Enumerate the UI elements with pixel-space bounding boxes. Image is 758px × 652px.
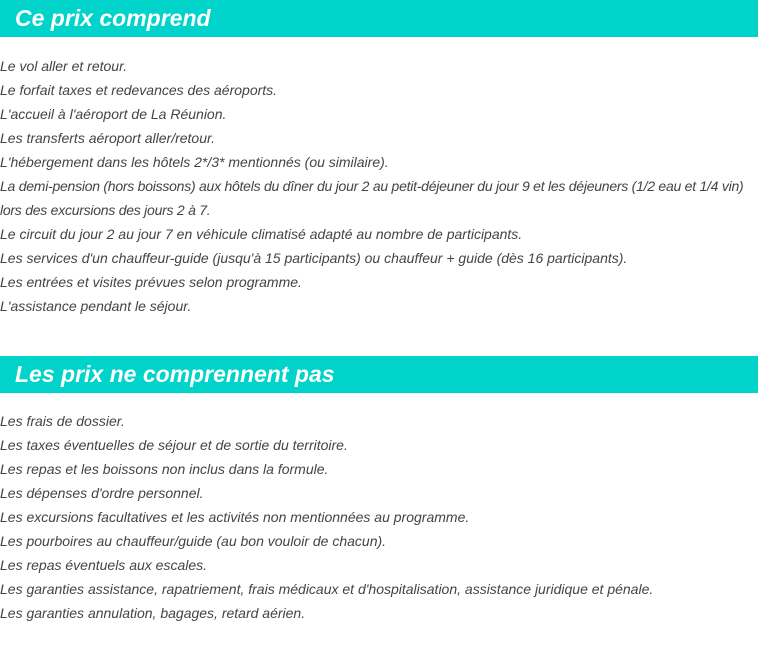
list-item: Les dépenses d'ordre personnel. <box>0 485 204 501</box>
list-item: Les pourboires au chauffeur/guide (au bon vouloir de chacun). <box>0 533 387 549</box>
list-item: Les entrées et visites prévues selon programme. <box>0 274 302 290</box>
list-item: Les taxes éventuelles de séjour et de sortie du territoire. <box>0 437 348 453</box>
section-heading-included: Ce prix comprend <box>0 0 758 37</box>
list-item: Les frais de dossier. <box>0 413 125 429</box>
list-item: L'hébergement dans les hôtels 2*/3* mentionnés (ou similaire). <box>0 154 389 170</box>
list-item: Le forfait taxes et redevances des aéroports. <box>0 82 278 98</box>
list-item: Le circuit du jour 2 au jour 7 en véhicule climatisé adapté au nombre de participants. <box>0 226 523 242</box>
list-item: Les repas et les boissons non inclus dans la formule. <box>0 461 329 477</box>
list-item: Les excursions facultatives et les activités non mentionnées au programme. <box>0 509 470 525</box>
list-item: L'accueil à l'aéroport de La Réunion. <box>0 106 227 122</box>
list-item: La demi-pension (hors boissons) aux hôtels du dîner du jour 2 au petit-déjeuner du jour 9 et les déjeuners (1/2 eau et 1/4 vin) lors des excursions des jours 2 à 7. <box>0 178 744 218</box>
list-item: Les transferts aéroport aller/retour. <box>0 130 216 146</box>
list-item: L'assistance pendant le séjour. <box>0 298 192 314</box>
not-included-list <box>0 409 758 625</box>
list-item: Les garanties assistance, rapatriement, frais médicaux et d'hospitalisation, assistance juridique et pénale. <box>0 581 654 597</box>
section-heading-not-included: Les prix ne comprennent pas <box>0 356 758 393</box>
list-item: Le vol aller et retour. <box>0 58 128 74</box>
included-list <box>0 54 758 318</box>
list-item: Les garanties annulation, bagages, retard aérien. <box>0 605 306 621</box>
list-item: Les services d'un chauffeur-guide (jusqu'à 15 participants) ou chauffeur + guide (dès 16 participants). <box>0 250 628 266</box>
list-item: Les repas éventuels aux escales. <box>0 557 208 573</box>
